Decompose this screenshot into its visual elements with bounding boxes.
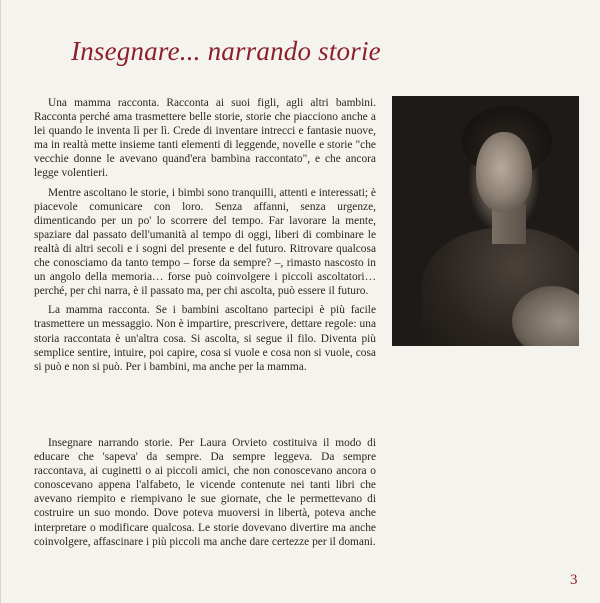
text-column-2 bbox=[34, 436, 376, 554]
paragraph: Mentre ascoltano le storie, i bimbi sono tranquilli, attenti e interessati; è piacevole comunicare con loro. Senza affanni, senza urgenze, dimenticando per un po' lo scorrere del tempo. Far lavorare la mente, spaziare dal passato dell'umanità al tempo di oggi, liberi di combinare le realtà di altri secoli e i sogni del presente e del futuro. Ritrovare qualcosa che conosciamo da tanto tempo – forse da sempre? –, rimasto nascosto in un angolo della memoria… forse può coinvolgere i piccoli ascoltatori… perché, per chi narra, è il passato ma, per chi ascolta, può essere il futuro. bbox=[34, 186, 376, 298]
paragraph: Una mamma racconta. Racconta ai suoi figli, agli altri bambini. Racconta perché ama trasmettere belle storie, storie che piacciono anche a lei quando le inventa lì per lì. Crede di inventare intrecci e fantasie nuove, ma in realtà mette insieme tanti elementi di leggende, novelle e storie "che vecchie donne le avevano quand'era bambina raccontato", e che ancora legge volentieri. bbox=[34, 97, 376, 180]
text-column bbox=[34, 96, 376, 379]
paragraph: Insegnare narrando storie. Per Laura Orvieto costituiva il modo di educare che 'sapeva' da sempre. Da sempre leggeva. Da sempre raccontava, ai cuginetti o ai piccoli amici, che non conoscevano ancora o conoscevano appena l'alfabeto, le vicende contenute nei tanti libri che avevano riempito e riempivano le sue giornate, che le permettevano di costruire un suo mondo. Dove poteva muoversi in libertà, poteva anche interpretare o modificare qualcosa. Le storie dovevano divertire ma anche coinvolgere, affascinare i più piccoli ma anche dare certezze per il domani. bbox=[34, 437, 376, 548]
portrait-photo bbox=[392, 96, 579, 346]
paragraph: La mamma racconta. Se i bambini ascoltano partecipi è più facile trasmettere un messaggio. Non è impartire, prescrivere, dettare regole: una storia raccontata è un'altra cosa. Si ascolta, si segue il filo. Diventa più semplice sentire, intuire, poi capire, cosa si vuole e cosa non si vuole, cosa si può e non si può. Per i bambini, ma anche per la mamma. bbox=[34, 304, 376, 373]
page-title: Insegnare... narrando storie bbox=[71, 36, 381, 66]
photo-face bbox=[476, 132, 532, 212]
page-number: 3 bbox=[570, 572, 578, 588]
